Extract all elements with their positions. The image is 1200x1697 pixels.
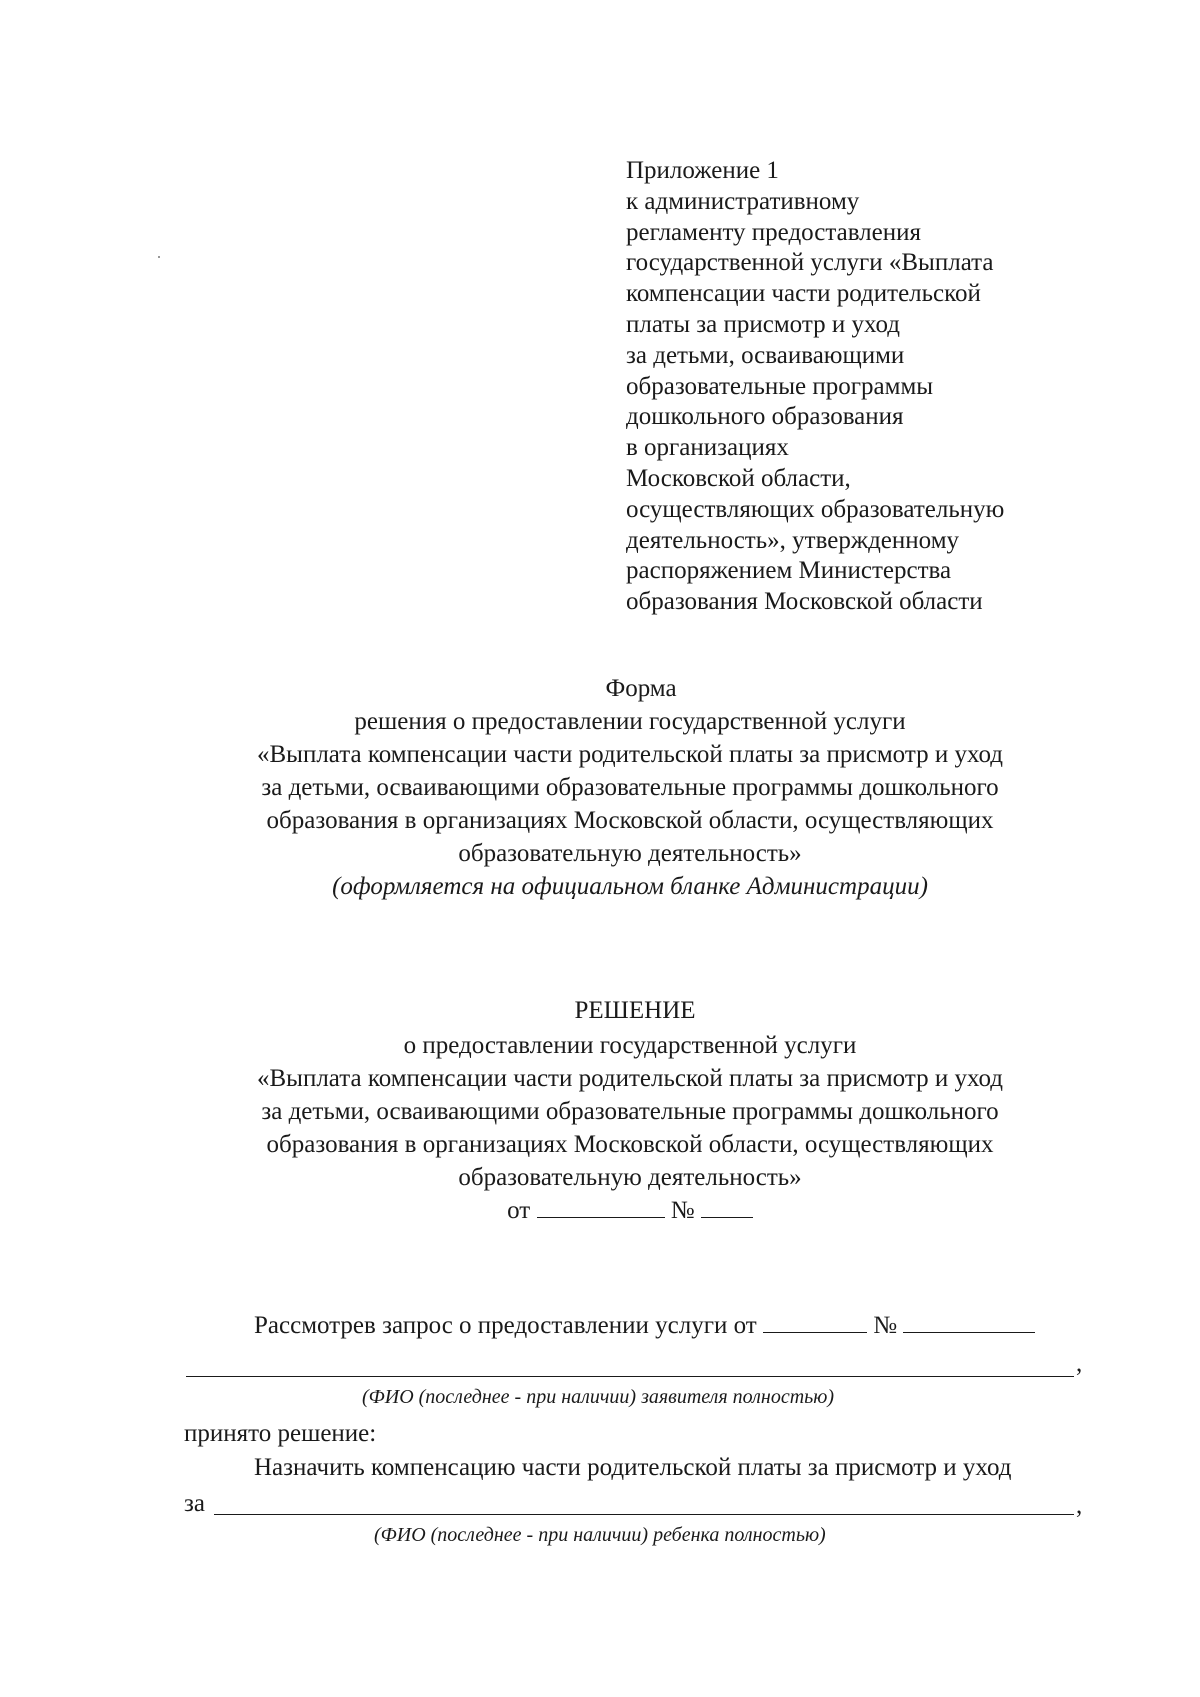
request-line (254, 1312, 1035, 1340)
appendix-line: регламенту предоставления (626, 218, 922, 246)
number-blank[interactable] (701, 1216, 753, 1218)
appendix-line: образования Московской области (626, 588, 983, 616)
request-date-blank[interactable] (763, 1331, 867, 1333)
decision-heading (180, 994, 1080, 1227)
decision-date-number (180, 1194, 1080, 1227)
appendix-line: Московской области, (626, 464, 851, 492)
applicant-caption: (ФИО (последнее - при наличии) заявителя полностью) (362, 1386, 835, 1408)
date-prefix: от (507, 1197, 531, 1224)
request-number-sign: № (873, 1312, 898, 1339)
appendix-line: компенсации части родительской (626, 280, 981, 308)
child-caption: (ФИО (последнее - при наличии) ребенка полностью) (374, 1524, 826, 1546)
form-heading-line: образования в организациях Московской области, осуществляющих (266, 807, 994, 834)
appendix-line: к административному (626, 187, 860, 215)
assign-text: Назначить компенсацию части родительской платы за присмотр и уход (254, 1454, 1012, 1481)
appendix-header (626, 156, 1086, 618)
decision-made-text: принято решение: (184, 1420, 377, 1447)
number-sign: № (670, 1197, 695, 1224)
comma: , (1076, 1350, 1083, 1377)
decision-title: РЕШЕНИЕ (574, 997, 696, 1024)
form-title: Форма (605, 675, 677, 702)
form-heading-line: образовательную деятельность» (458, 840, 802, 867)
request-number-blank[interactable] (903, 1331, 1035, 1333)
date-blank[interactable] (537, 1216, 665, 1218)
decision-line: о предоставлении государственной услуги (403, 1032, 857, 1059)
form-heading-line: решения о предоставлении государственной услуги (354, 708, 906, 735)
form-heading (180, 672, 1080, 903)
appendix-line: Приложение 1 (626, 157, 779, 184)
decision-line: образования в организациях Московской области, осуществляющих (266, 1131, 994, 1158)
scan-speck (158, 256, 160, 258)
appendix-line: за детьми, осваивающими (626, 341, 905, 369)
decision-line: «Выплата компенсации части родительской платы за присмотр и уход (256, 1065, 1003, 1092)
appendix-line: государственной услуги «Выплата (626, 249, 994, 277)
request-text: Рассмотрев запрос о предоставлении услуги от (254, 1312, 757, 1339)
comma: , (1076, 1492, 1083, 1519)
appendix-line: осуществляющих образовательную (626, 495, 1005, 523)
decision-line: образовательную деятельность» (458, 1164, 802, 1191)
for-label: за (184, 1490, 205, 1517)
appendix-line: деятельность», утвержденному (626, 526, 960, 554)
decision-line: за детьми, осваивающими образовательные программы дошкольного (261, 1098, 999, 1125)
appendix-line: платы за присмотр и уход (626, 310, 900, 338)
appendix-line: распоряжением Министерства (626, 557, 952, 585)
form-heading-note: (оформляется на официальном бланке Администрации) (332, 873, 928, 900)
form-heading-line: за детьми, осваивающими образовательные программы дошкольного (261, 774, 999, 801)
appendix-line: образовательные программы (626, 372, 934, 400)
form-heading-line: «Выплата компенсации части родительской платы за присмотр и уход (256, 741, 1003, 768)
child-name-line[interactable] (214, 1514, 1074, 1515)
applicant-name-line[interactable] (186, 1376, 1074, 1377)
appendix-line: дошкольного образования (626, 403, 904, 431)
appendix-line: в организациях (626, 434, 789, 462)
